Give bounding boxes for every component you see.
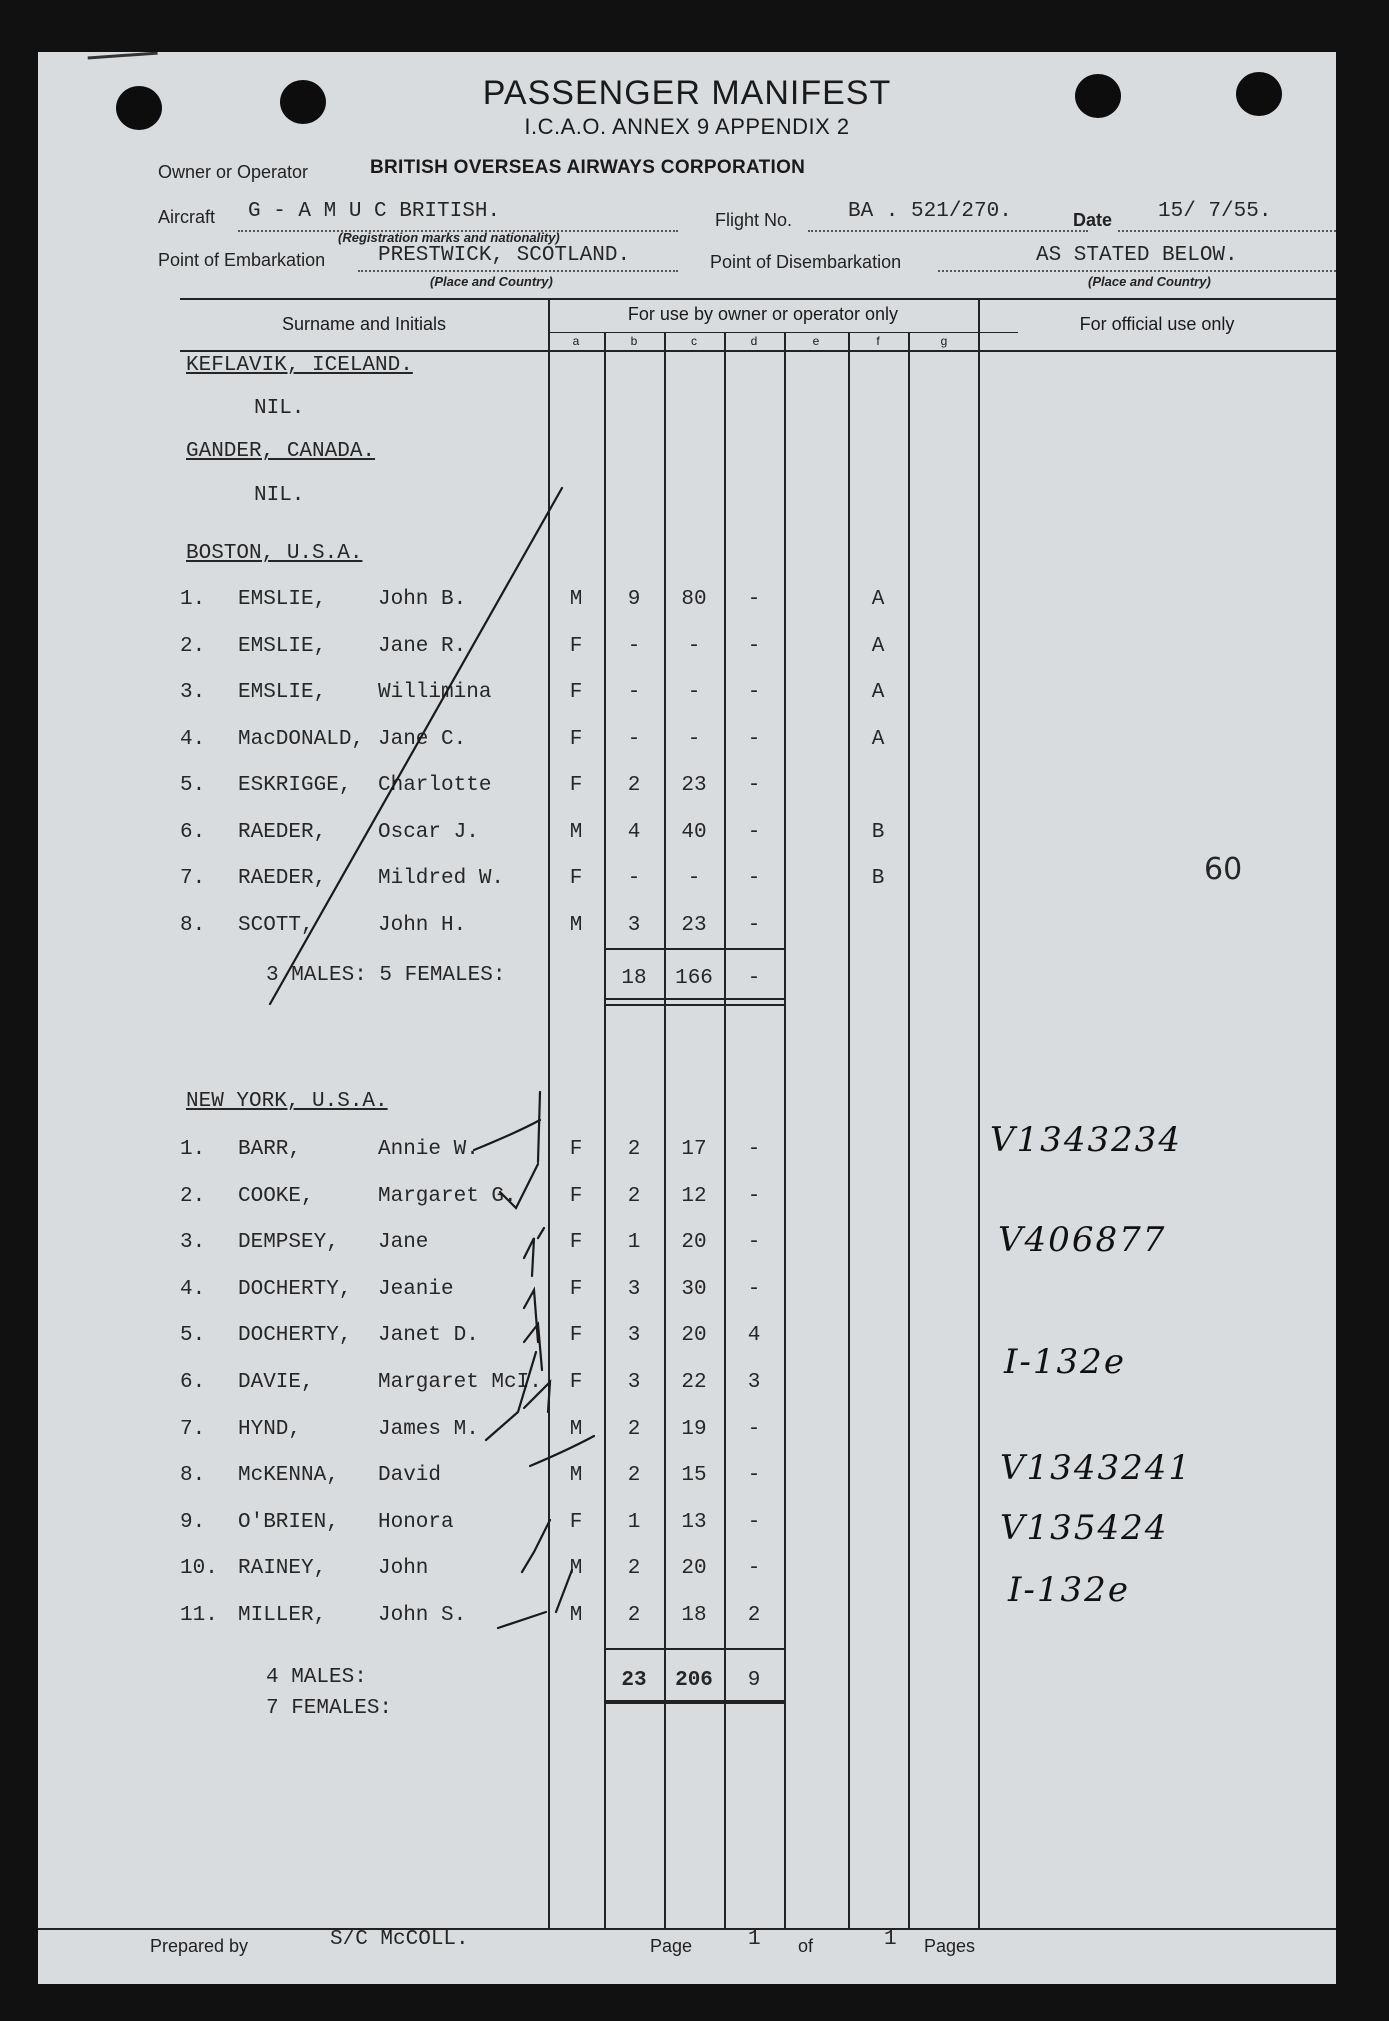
row-number: 2. — [180, 1184, 206, 1208]
row-surname: DOCHERTY, — [238, 1277, 352, 1301]
col-divider-e — [784, 332, 786, 1928]
col-divider-g — [908, 332, 910, 1928]
row-given-names: Jeanie — [378, 1277, 454, 1301]
row-surname: ESKRIGGE, — [238, 774, 352, 797]
row-number: 5. — [180, 774, 206, 797]
section-title-gander: GANDER, CANADA. — [186, 440, 376, 463]
col-letter-e: e — [812, 334, 820, 348]
row-col-b: 2 — [627, 774, 641, 797]
row-col-a: F — [569, 867, 583, 890]
surname-col-header: Surname and Initials — [281, 314, 447, 334]
row-col-c: 23 — [681, 913, 707, 937]
row-col-b: 1 — [627, 1231, 641, 1255]
row-col-d: - — [747, 1231, 761, 1255]
embark-value: PRESTWICK, SCOTLAND. — [378, 244, 631, 267]
row-surname: DAVIE, — [238, 1371, 314, 1394]
row-number: 6. — [180, 1371, 206, 1394]
row-col-c: 17 — [681, 1138, 707, 1161]
row-given-names: David — [378, 1464, 442, 1488]
row-surname: McKENNA, — [238, 1464, 339, 1488]
row-col-d: - — [747, 867, 761, 890]
row-col-b: 3 — [627, 1277, 641, 1301]
section-title-boston: BOSTON, U.S.A. — [186, 542, 363, 565]
row-surname: RAEDER, — [238, 867, 327, 890]
row-surname: EMSLIE, — [238, 681, 327, 704]
row-col-c: 40 — [681, 820, 707, 844]
embark-label: Point of Embarkation — [158, 250, 326, 270]
col-divider-a — [548, 298, 550, 1928]
row-col-a: M — [569, 588, 583, 611]
row-number: 7. — [180, 867, 206, 890]
row-number: 4. — [180, 1277, 206, 1301]
official-note-3: I-132e — [1004, 1342, 1126, 1382]
row-col-c: 20 — [681, 1324, 707, 1348]
col-letter-c: c — [691, 334, 697, 348]
row-col-c: 80 — [681, 588, 707, 611]
official-note-1: V1343234 — [990, 1120, 1182, 1160]
page-subtitle: I.C.A.O. ANNEX 9 APPENDIX 2 — [524, 114, 850, 139]
owner-use-header: For use by owner or operator only — [627, 304, 899, 324]
row-number: 1. — [180, 1138, 206, 1161]
row-col-b: 2 — [627, 1417, 641, 1441]
row-col-a: F — [569, 1277, 583, 1301]
official-note-4: V1343241 — [1000, 1448, 1192, 1488]
row-col-b: - — [627, 634, 641, 658]
row-col-c: 23 — [681, 774, 707, 797]
table-header-rule — [180, 350, 1336, 352]
row-col-d: 3 — [747, 1371, 761, 1394]
aircraft-value: G - A M U C BRITISH. — [248, 200, 501, 223]
ny-females-label: 7 FEMALES: — [266, 1697, 393, 1720]
row-col-d: - — [747, 727, 761, 751]
row-number: 4. — [180, 727, 206, 751]
row-col-b: 2 — [627, 1184, 641, 1208]
page-label: Page — [650, 1936, 693, 1956]
row-col-a: F — [569, 1510, 583, 1534]
row-col-b: 3 — [627, 1324, 641, 1348]
col-letter-d: d — [750, 334, 758, 348]
boston-total-label: 3 MALES: 5 FEMALES: — [266, 964, 506, 987]
row-col-b: - — [627, 727, 641, 751]
ny-total-b: 23 — [621, 1669, 647, 1692]
row-number: 3. — [180, 681, 206, 704]
row-col-b: 4 — [627, 820, 641, 844]
row-col-d: - — [747, 1277, 761, 1301]
row-col-c: - — [687, 634, 701, 658]
row-col-d: - — [747, 820, 761, 844]
row-col-a: F — [569, 1184, 583, 1208]
disembark-note: (Place and Country) — [1088, 274, 1211, 289]
registration-note: (Registration marks and nationality) — [338, 230, 560, 245]
row-col-c: 19 — [681, 1417, 707, 1441]
gander-nil: NIL. — [254, 484, 305, 507]
flight-label: Flight No. — [715, 210, 793, 230]
section-title-newyork: NEW YORK, U.S.A. — [186, 1090, 388, 1113]
row-given-names: James M. — [378, 1417, 479, 1441]
row-number: 9. — [180, 1510, 206, 1534]
embark-line — [358, 270, 678, 272]
row-col-d: - — [747, 913, 761, 937]
footer-rule — [38, 1928, 1336, 1930]
row-col-c: 30 — [681, 1277, 707, 1301]
of-label: of — [798, 1936, 814, 1956]
page-title: PASSENGER MANIFEST — [482, 74, 892, 112]
row-surname: MacDONALD, — [238, 727, 365, 751]
of-value: 1 — [884, 1928, 897, 1951]
row-col-b: 2 — [627, 1557, 641, 1581]
flight-value: BA . 521/270. — [848, 200, 1012, 223]
row-surname: DEMPSEY, — [238, 1231, 339, 1255]
embark-note: (Place and Country) — [430, 274, 553, 289]
row-col-a: F — [569, 727, 583, 751]
official-note-5: V135424 — [1000, 1508, 1169, 1548]
row-col-a: F — [569, 1231, 583, 1255]
boston-total-rule-2 — [604, 1004, 784, 1006]
row-surname: O'BRIEN, — [238, 1510, 339, 1534]
subcol-rule — [548, 332, 1018, 333]
row-given-names: John H. — [378, 913, 467, 937]
disembark-value: AS STATED BELOW. — [1036, 244, 1238, 267]
row-col-c: 13 — [681, 1510, 707, 1534]
row-given-names: Janet D. — [378, 1324, 479, 1348]
owner-label: Owner or Operator — [158, 162, 309, 182]
row-given-names: Jane — [378, 1231, 429, 1255]
official-note-6: I-132e — [1008, 1570, 1130, 1610]
row-given-names: John S. — [378, 1604, 467, 1627]
row-surname: MILLER, — [238, 1604, 327, 1627]
row-given-names: Charlotte — [378, 774, 492, 797]
row-col-c: 20 — [681, 1231, 707, 1255]
row-col-a: M — [569, 1604, 583, 1627]
row-col-a: M — [569, 913, 583, 937]
official-note-2: V406877 — [998, 1220, 1167, 1260]
date-line — [1118, 230, 1336, 232]
row-number: 6. — [180, 820, 206, 844]
row-number: 10. — [180, 1557, 218, 1581]
date-label: Date — [1073, 210, 1113, 230]
official-use-header: For official use only — [1079, 314, 1235, 334]
row-number: 11. — [180, 1604, 218, 1627]
row-given-names: Honora — [378, 1510, 454, 1534]
flight-line — [808, 230, 1088, 232]
owner-value: BRITISH OVERSEAS AIRWAYS CORPORATION — [370, 157, 806, 178]
keflavik-nil: NIL. — [254, 397, 305, 420]
row-col-a: F — [569, 774, 583, 797]
table-top-rule — [180, 298, 1336, 300]
row-col-f: B — [871, 820, 885, 844]
date-value: 15/ 7/55. — [1158, 200, 1272, 223]
col-divider-official — [978, 298, 980, 1928]
row-col-a: M — [569, 1557, 583, 1581]
col-letter-a: a — [572, 334, 580, 348]
boston-total-b: 18 — [621, 967, 647, 990]
row-given-names: Annie W. — [378, 1138, 479, 1161]
row-col-d: - — [747, 634, 761, 658]
page-value: 1 — [748, 1928, 761, 1951]
row-col-b: - — [627, 681, 641, 704]
col-letter-f: f — [876, 334, 880, 348]
row-col-d: - — [747, 1510, 761, 1534]
row-given-names: John — [378, 1557, 429, 1581]
row-col-d: 4 — [747, 1324, 761, 1348]
row-col-f: A — [871, 727, 885, 751]
row-col-c: 22 — [681, 1371, 707, 1394]
prepared-label: Prepared by — [150, 1936, 249, 1956]
boston-total-rule-1 — [604, 998, 784, 1000]
ny-males-label: 4 MALES: — [266, 1666, 367, 1689]
row-col-f: A — [871, 681, 885, 704]
row-col-a: F — [569, 1138, 583, 1161]
boston-total-c: 166 — [675, 967, 713, 990]
row-surname: SCOTT, — [238, 913, 314, 937]
boston-total-d: - — [747, 967, 761, 990]
row-col-c: 20 — [681, 1557, 707, 1581]
row-col-c: - — [687, 727, 701, 751]
row-col-c: 18 — [681, 1604, 707, 1627]
ny-total-d: 9 — [747, 1669, 761, 1692]
col-letter-b: b — [630, 334, 638, 348]
row-number: 1. — [180, 588, 206, 611]
row-col-b: 2 — [627, 1138, 641, 1161]
boston-official-note: 60 — [1204, 852, 1243, 887]
row-col-d: - — [747, 774, 761, 797]
row-col-a: F — [569, 681, 583, 704]
row-number: 8. — [180, 1464, 206, 1488]
ny-subtotal-rule — [604, 1648, 784, 1650]
row-number: 5. — [180, 1324, 206, 1348]
row-surname: COOKE, — [238, 1184, 314, 1208]
manifest-sheet — [38, 52, 1336, 1984]
row-col-d: - — [747, 1138, 761, 1161]
row-col-c: - — [687, 867, 701, 890]
prepared-value: S/C McCOLL. — [330, 1928, 469, 1951]
row-given-names: Oscar J. — [378, 820, 479, 844]
row-given-names: Jane R. — [378, 634, 467, 658]
section-title-keflavik: KEFLAVIK, ICELAND. — [186, 354, 413, 377]
row-number: 7. — [180, 1417, 206, 1441]
row-col-c: 15 — [681, 1464, 707, 1488]
row-col-a: M — [569, 820, 583, 844]
row-surname: EMSLIE, — [238, 588, 327, 611]
row-given-names: Margaret McI. — [378, 1371, 542, 1394]
row-col-b: 2 — [627, 1604, 641, 1627]
row-surname: HYND, — [238, 1417, 302, 1441]
row-col-c: 12 — [681, 1184, 707, 1208]
row-col-b: - — [627, 867, 641, 890]
col-letter-g: g — [940, 334, 948, 348]
row-col-a: F — [569, 1324, 583, 1348]
corner-mark — [88, 52, 159, 69]
row-col-b: 2 — [627, 1464, 641, 1488]
row-given-names: John B. — [378, 588, 467, 611]
row-col-b: 1 — [627, 1510, 641, 1534]
row-col-c: - — [687, 681, 701, 704]
row-given-names: Jane C. — [378, 727, 467, 751]
row-number: 8. — [180, 913, 206, 937]
row-surname: RAINEY, — [238, 1557, 327, 1581]
row-col-a: M — [569, 1464, 583, 1488]
row-col-b: 3 — [627, 1371, 641, 1394]
row-col-b: 9 — [627, 588, 641, 611]
row-col-d: - — [747, 588, 761, 611]
row-col-a: M — [569, 1417, 583, 1441]
row-given-names: Mildred W. — [378, 867, 505, 890]
col-divider-f — [848, 332, 850, 1928]
row-col-b: 3 — [627, 913, 641, 937]
ny-total-c: 206 — [675, 1669, 713, 1692]
disembark-line — [938, 270, 1336, 272]
row-col-d: - — [747, 1464, 761, 1488]
row-number: 3. — [180, 1231, 206, 1255]
row-col-a: F — [569, 1371, 583, 1394]
boston-subtotal-rule — [604, 948, 784, 950]
disembark-label: Point of Disembarkation — [710, 252, 902, 272]
row-number: 2. — [180, 634, 206, 658]
row-surname: BARR, — [238, 1138, 302, 1161]
row-given-names: Willimina — [378, 681, 492, 704]
row-col-a: F — [569, 634, 583, 658]
row-col-f: B — [871, 867, 885, 890]
row-given-names: Margaret G. — [378, 1184, 517, 1208]
row-surname: DOCHERTY, — [238, 1324, 352, 1348]
aircraft-label: Aircraft — [158, 207, 216, 227]
row-col-d: - — [747, 1557, 761, 1581]
row-col-d: 2 — [747, 1604, 761, 1627]
ny-total-rule — [604, 1700, 784, 1704]
pages-label: Pages — [924, 1936, 976, 1956]
row-surname: RAEDER, — [238, 820, 327, 844]
row-col-d: - — [747, 681, 761, 704]
row-col-d: - — [747, 1417, 761, 1441]
row-surname: EMSLIE, — [238, 634, 327, 658]
row-col-d: - — [747, 1184, 761, 1208]
row-col-f: A — [871, 634, 885, 658]
row-col-f: A — [871, 588, 885, 611]
